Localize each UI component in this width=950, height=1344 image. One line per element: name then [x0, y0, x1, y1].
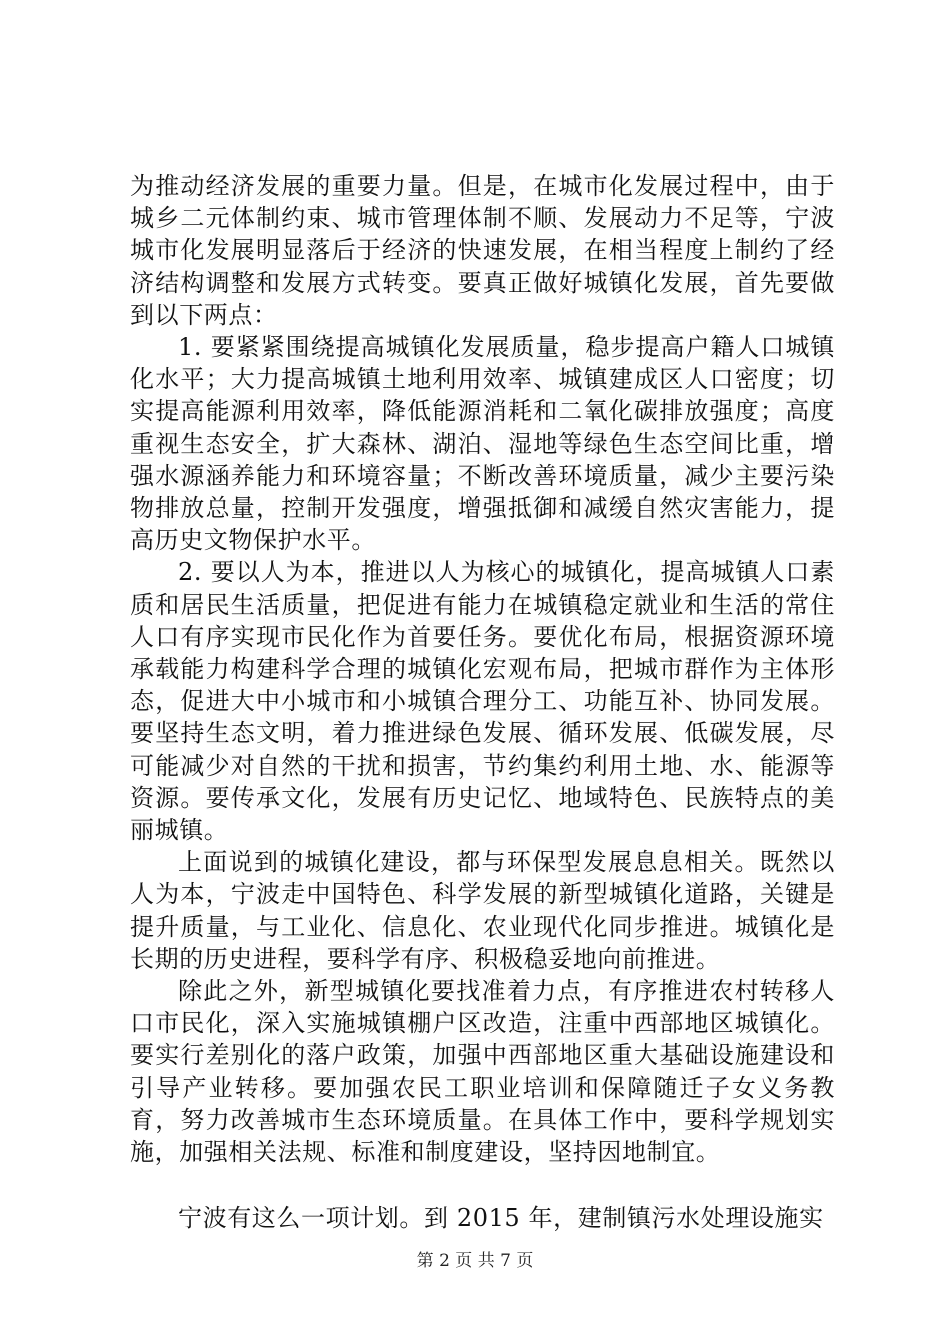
- paragraph-urbanization-focus: 除此之外，新型城镇化要找准着力点，有序推进农村转移人口市民化，深入实施城镇棚户区改造，注重中西部地区城镇化。要实行差别化的落户政策，加强中西部地区重大基础设施建设和引导产业转移。要加强农民工职业培训和保障随迁子女义务教育，努力改善城市生态环境质量。在具体工作中，要科学规划实施，加强相关法规、标准和制度建设，坚持因地制宜。: [130, 977, 835, 1167]
- paragraph-point-1: 1. 要紧紧围绕提高城镇化发展质量，稳步提高户籍人口城镇化水平；大力提高城镇土地利用效率、城镇建成区人口密度；切实提高能源利用效率，降低能源消耗和二氧化碳排放强度；高度重视生态安全，扩大森林、湖泊、湿地等绿色生态空间比重，增强水源涵养能力和环境容量；不断改善环境质量，减少主要污染物排放总量，控制开发强度，增强抵御和减缓自然灾害能力，提高历史文物保护水平。: [130, 333, 835, 555]
- paragraph-point-2: 2. 要以人为本，推进以人为核心的城镇化，提高城镇人口素质和居民生活质量，把促进有能力在城镇稳定就业和生活的常住人口有序实现市民化作为首要任务。要优化布局，根据资源环境承载能力构建科学合理的城镇化宏观布局，把城市群作为主体形态，促进大中小城市和小城镇合理分工、功能互补、协同发展。要坚持生态文明，着力推进绿色发展、循环发展、低碳发展，尽可能减少对自然的干扰和损害，节约集约利用土地、水、能源等资源。要传承文化，发展有历史记忆、地域特色、民族特点的美丽城镇。: [130, 558, 835, 845]
- document-body: [130, 170, 835, 1235]
- paragraph-environment: 上面说到的城镇化建设，都与环保型发展息息相关。既然以人为本，宁波走中国特色、科学发展的新型城镇化道路，关键是提升质量，与工业化、信息化、农业现代化同步推进。城镇化是长期的历史进程，要科学有序、积极稳妥地向前推进。: [130, 848, 835, 973]
- page-number-footer: 第 2 页 共 7 页: [416, 1251, 534, 1271]
- paragraph-continuation: 为推动经济发展的重要力量。但是，在城市化发展过程中，由于城乡二元体制约束、城市管理体制不顺、发展动力不足等，宁波城市化发展明显落后于经济的快速发展，在相当程度上制约了经济结构调整和发展方式转变。要真正做好城镇化发展，首先要做到以下两点：: [130, 172, 835, 329]
- paragraph-ningbo-plan: 宁波有这么一项计划。到 2015 年，建制镇污水处理设施实: [178, 1204, 824, 1233]
